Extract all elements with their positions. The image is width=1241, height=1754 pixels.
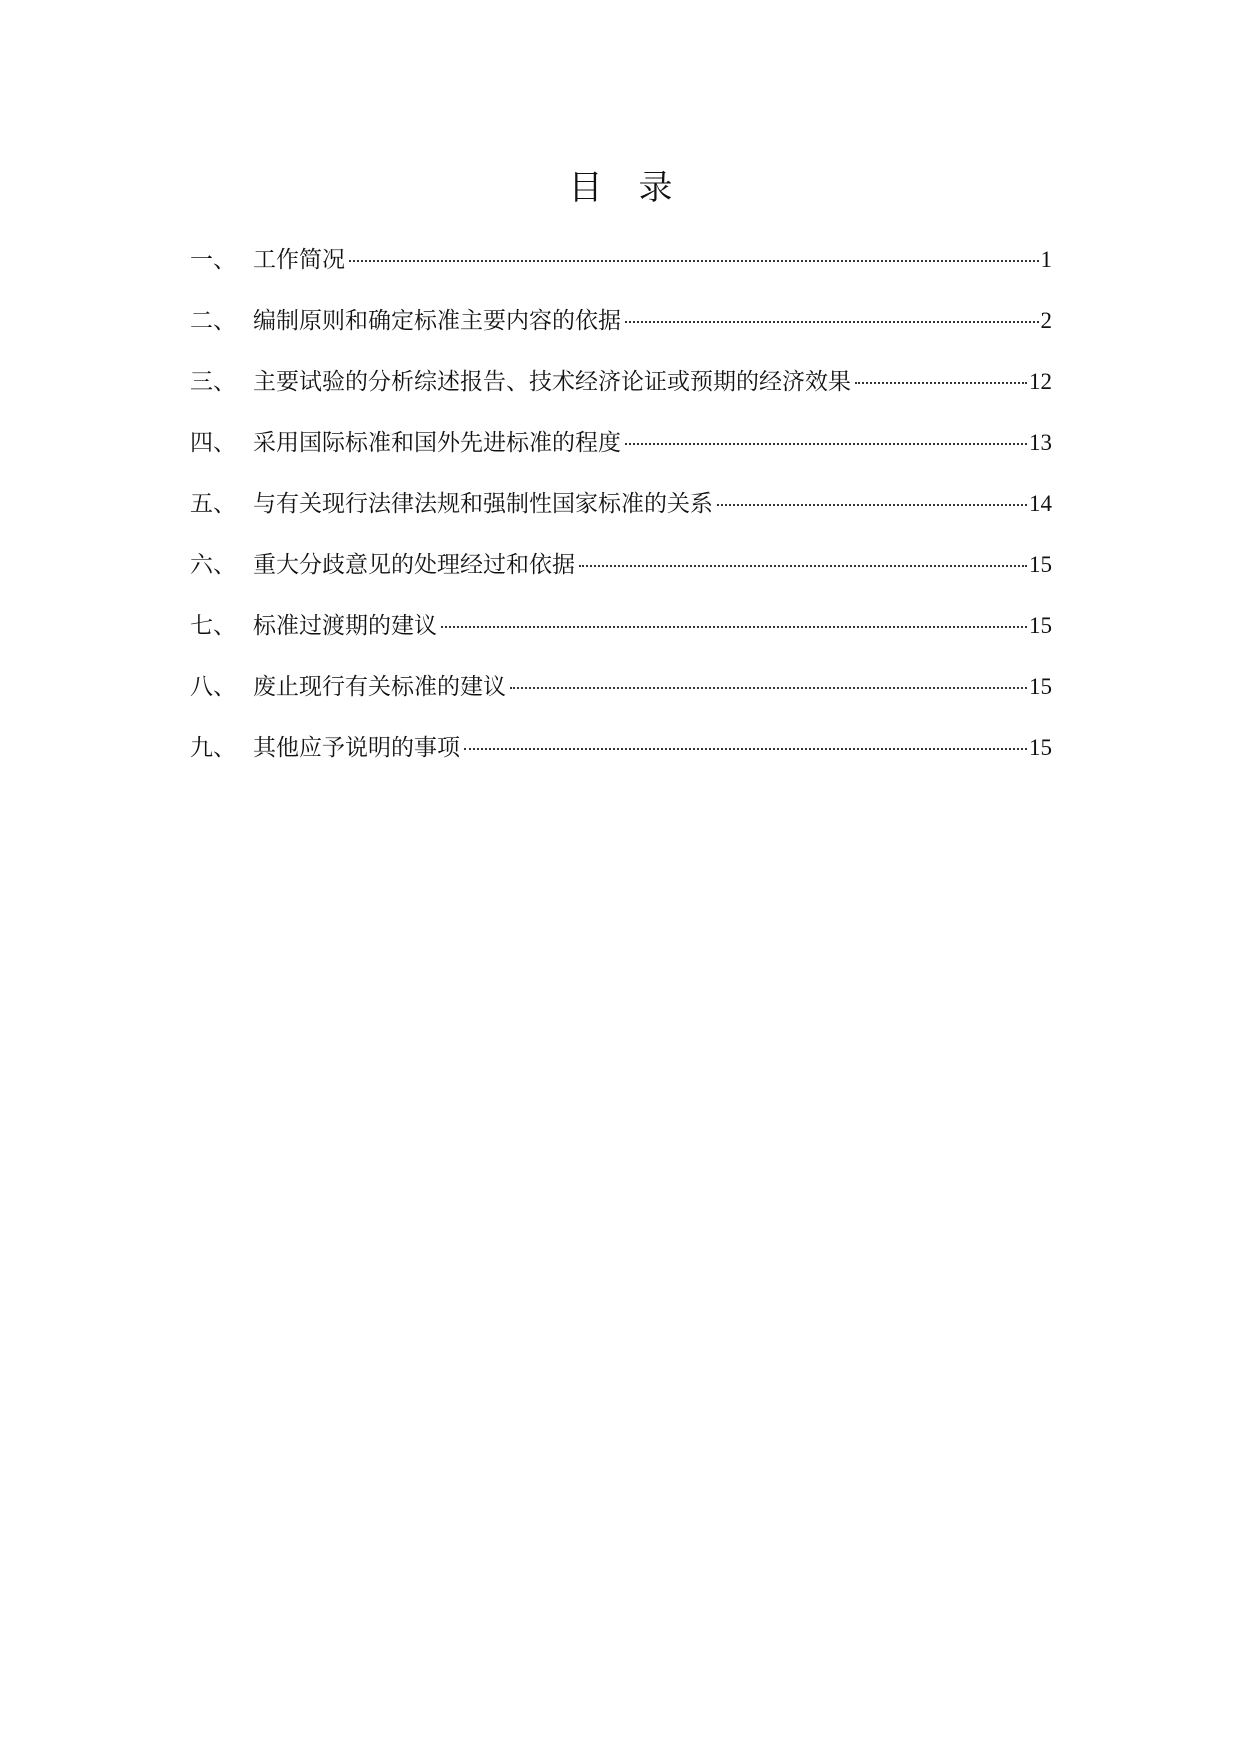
toc-entry-number: 三、 xyxy=(190,369,236,395)
toc-entry-number: 八、 xyxy=(190,674,236,700)
toc-entry-number: 九、 xyxy=(190,735,236,761)
toc-entry-1[interactable] xyxy=(190,245,1052,306)
dot-leader xyxy=(579,564,1027,567)
dot-leader xyxy=(349,259,1039,262)
toc-entry-text: 主要试验的分析综述报告、技术经济论证或预期的经济效果 xyxy=(253,369,851,395)
toc-entry-page: 15 xyxy=(1029,735,1052,760)
toc-entry-3[interactable] xyxy=(190,367,1052,428)
toc-entry-text: 与有关现行法律法规和强制性国家标准的关系 xyxy=(253,491,713,517)
dot-leader xyxy=(855,381,1027,384)
dot-leader xyxy=(441,625,1027,628)
toc-entry-number: 二、 xyxy=(190,308,236,334)
toc-entry-number: 四、 xyxy=(190,430,236,456)
title-char-1: 目 xyxy=(568,168,603,208)
toc-entry-number: 一、 xyxy=(190,247,236,273)
toc-entry-7[interactable] xyxy=(190,611,1052,672)
dot-leader xyxy=(510,686,1027,689)
toc-entry-text: 标准过渡期的建议 xyxy=(253,613,437,639)
toc-entry-page: 13 xyxy=(1029,430,1052,455)
dot-leader xyxy=(625,442,1027,445)
toc-entry-4[interactable] xyxy=(190,428,1052,489)
toc-entry-number: 五、 xyxy=(190,491,236,517)
toc-entry-5[interactable] xyxy=(190,489,1052,550)
title-char-2: 录 xyxy=(638,168,673,208)
toc-entry-text: 编制原则和确定标准主要内容的依据 xyxy=(253,308,621,334)
toc-entry-page: 14 xyxy=(1029,491,1052,516)
dot-leader xyxy=(625,320,1039,323)
toc-entry-page: 15 xyxy=(1029,674,1052,699)
toc-entry-page: 15 xyxy=(1029,613,1052,638)
toc-entry-text: 其他应予说明的事项 xyxy=(253,735,460,761)
toc-entry-page: 2 xyxy=(1040,308,1052,333)
toc-entry-number: 六、 xyxy=(190,552,236,578)
toc-entry-6[interactable] xyxy=(190,550,1052,611)
toc-entry-number: 七、 xyxy=(190,613,236,639)
dot-leader xyxy=(464,747,1027,750)
toc-entry-text: 采用国际标准和国外先进标准的程度 xyxy=(253,430,621,456)
toc-entry-2[interactable] xyxy=(190,306,1052,367)
table-of-contents xyxy=(190,245,1052,794)
toc-entry-text: 重大分歧意见的处理经过和依据 xyxy=(253,552,575,578)
dot-leader xyxy=(717,503,1027,506)
toc-entry-page: 15 xyxy=(1029,552,1052,577)
toc-entry-8[interactable] xyxy=(190,672,1052,733)
toc-entry-text: 工作简况 xyxy=(253,247,345,273)
toc-entry-9[interactable] xyxy=(190,733,1052,794)
page-title xyxy=(0,160,1241,209)
toc-entry-text: 废止现行有关标准的建议 xyxy=(253,674,506,700)
toc-entry-page: 12 xyxy=(1029,369,1052,394)
toc-entry-page: 1 xyxy=(1040,247,1052,272)
